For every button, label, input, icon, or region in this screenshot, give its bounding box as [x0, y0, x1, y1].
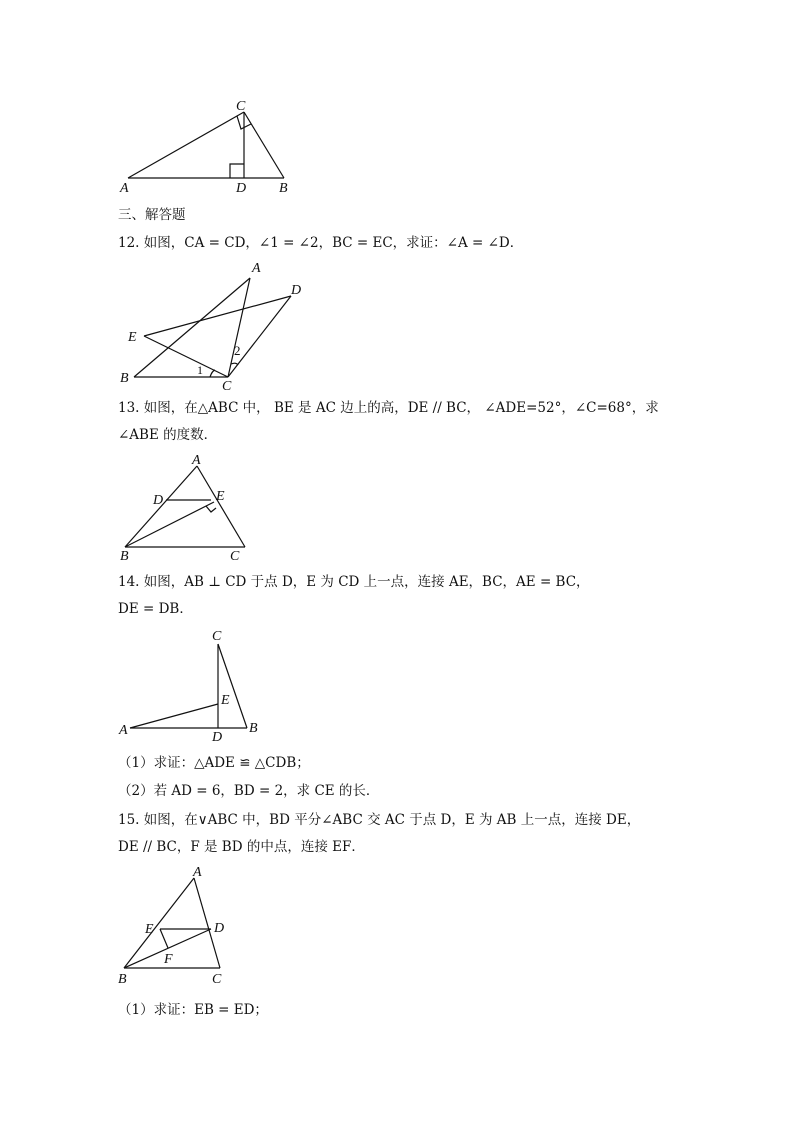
segment-ED — [144, 296, 291, 336]
label-E: E — [128, 330, 137, 345]
figure-q13 — [110, 452, 260, 564]
label-A: A — [119, 723, 128, 738]
segment-EF — [160, 929, 168, 948]
segment-CB — [218, 644, 247, 728]
segment-CB — [244, 112, 284, 178]
label-A: A — [252, 261, 261, 276]
label-A: A — [120, 181, 129, 196]
question-15-line1: 15. 如图，在∨ABC 中，BD 平分∠ABC 交 AC 于点 D，E 为 AB 上一点，连接 DE， — [118, 812, 641, 828]
segment-CE — [144, 336, 228, 377]
question-13-line2: ∠ABE 的度数． — [118, 427, 218, 443]
label-C: C — [236, 99, 246, 114]
segment-AC — [128, 112, 244, 178]
label-D: D — [214, 921, 225, 936]
label-D: D — [212, 730, 223, 744]
label-E: E — [216, 489, 225, 504]
label-B: B — [120, 549, 129, 564]
figure-q14 — [110, 624, 270, 744]
label-D: D — [236, 181, 247, 196]
figure-right-triangle-altitude — [110, 92, 310, 202]
segment-AE — [130, 704, 218, 728]
label-angle-2: 2 — [234, 343, 241, 358]
right-angle-mark-D — [230, 164, 244, 178]
label-E: E — [145, 922, 154, 937]
label-C: C — [222, 379, 232, 393]
right-angle-mark-E — [206, 506, 216, 512]
label-angle-1: 1 — [197, 363, 203, 377]
question-12-text: 12. 如图，CA = CD，∠1 = ∠2，BC = EC，求证：∠A = ∠D． — [118, 235, 524, 251]
question-15-part1: （1）求证：EB = ED； — [118, 1002, 268, 1018]
label-A: A — [192, 453, 201, 468]
angle-1-arc — [210, 370, 215, 377]
segment-BE — [125, 502, 214, 547]
label-C: C — [212, 629, 222, 644]
label-C: C — [230, 549, 240, 564]
segment-BA — [124, 878, 194, 968]
label-B: B — [118, 972, 127, 987]
label-B: B — [249, 721, 258, 736]
label-C: C — [212, 972, 222, 987]
figure-q12 — [110, 258, 320, 393]
label-A: A — [193, 865, 202, 880]
question-14-line1: 14. 如图，AB ⊥ CD 于点 D，E 为 CD 上一点，连接 AE，BC，AE = BC， — [118, 574, 590, 590]
label-B: B — [279, 181, 288, 196]
figure-q15 — [110, 862, 260, 992]
label-D: D — [291, 283, 302, 298]
question-13-line1: 13. 如图，在△ABC 中， BE 是 AC 边上的高，DE // BC， ∠ADE=52°，∠C=68°，求 — [118, 400, 659, 416]
question-15-line2: DE // BC，F 是 BD 的中点，连接 EF． — [118, 839, 365, 855]
question-14-part2: （2）若 AD = 6，BD = 2，求 CE 的长． — [118, 783, 380, 799]
label-D: D — [153, 493, 164, 508]
label-E: E — [221, 693, 230, 708]
question-14-part1: （1）求证：△ADE ≌ △CDB； — [118, 755, 310, 771]
segment-BA — [134, 278, 250, 377]
label-B: B — [120, 371, 129, 386]
question-14-line2: DE = DB． — [118, 601, 193, 617]
label-F: F — [164, 952, 173, 967]
section-header: 三、解答题 — [118, 207, 186, 223]
